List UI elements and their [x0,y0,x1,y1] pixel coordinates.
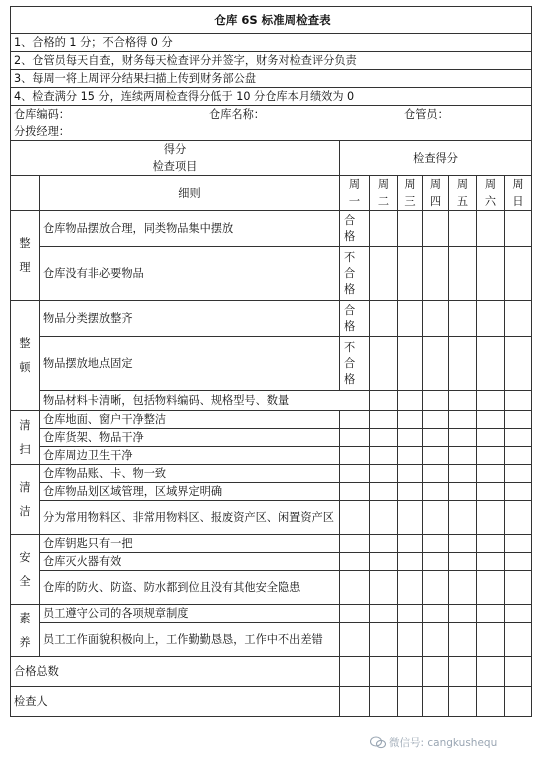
table-row [11,535,532,553]
day-header-sun: 周 日 [505,176,532,211]
detail-header: 细则 [40,176,340,211]
score-cell[interactable] [398,605,423,623]
note-4: 4、检查满分 15 分，连续两周检查得分低于 10 分仓库本月绩效为 0 [11,88,532,106]
total-cell[interactable] [505,657,532,687]
table-row [11,687,532,717]
score-cell[interactable] [370,465,398,483]
score-cell[interactable] [477,447,505,465]
score-cell[interactable] [340,465,370,483]
day-header-sat: 周 六 [477,176,505,211]
category-seiri: 整 理 [11,211,40,301]
manager-row [11,123,532,141]
result-pass: 合 格 [340,211,370,247]
category-seiketsu: 清 洁 [11,465,40,535]
score-cell[interactable] [340,535,370,553]
score-cell[interactable] [370,501,398,535]
table-row [11,429,532,447]
score-cell[interactable] [423,483,449,501]
note-2: 2、仓管员每天自查，财务每天检查评分并签字，财务对检查评分负责 [11,52,532,70]
score-cell[interactable] [370,447,398,465]
score-cell[interactable] [505,429,532,447]
keeper-label: 仓管员： [404,108,449,121]
info-row [11,106,532,124]
check-score-header: 检查得分 [340,141,532,176]
total-cell[interactable] [398,657,423,687]
score-cell[interactable] [449,301,477,337]
score-cell[interactable] [423,211,449,247]
watermark-text: 微信号: cangkushequ [389,737,498,749]
score-cell[interactable] [340,571,370,605]
score-cell[interactable] [505,535,532,553]
score-cell[interactable] [423,247,449,301]
score-cell[interactable] [505,501,532,535]
total-cell[interactable] [477,657,505,687]
total-cell[interactable] [449,657,477,687]
score-cell[interactable] [370,605,398,623]
score-cell[interactable] [340,605,370,623]
score-cell[interactable] [398,623,423,657]
score-cell[interactable] [477,247,505,301]
item-text: 仓库的防火、防盗、防水都到位且没有其他安全隐患 [40,571,340,605]
score-cell[interactable] [398,553,423,571]
score-cell[interactable] [477,605,505,623]
item-text: 仓库钥匙只有一把 [40,535,340,553]
item-text: 员工工作面貌积极向上，工作勤勤恳恳，工作中不出差错 [40,623,340,657]
item-text: 物品分类摆放整齐 [40,301,340,337]
day-header-fri: 周 五 [449,176,477,211]
score-cell[interactable] [370,391,398,411]
score-cell[interactable] [449,535,477,553]
signature-cell[interactable] [449,687,477,717]
signature-cell[interactable] [370,687,398,717]
score-cell[interactable] [423,411,449,429]
score-cell[interactable] [370,211,398,247]
score-cell[interactable] [370,411,398,429]
score-cell[interactable] [423,623,449,657]
score-cell[interactable] [449,247,477,301]
item-text: 物品材料卡清晰，包括物料编码、规格型号、数量 [40,391,370,411]
note-1: 1、合格的 1 分；不合格得 0 分 [11,34,532,52]
item-text: 仓库没有非必要物品 [40,247,340,301]
total-cell[interactable] [423,657,449,687]
score-cell[interactable] [423,571,449,605]
score-cell[interactable] [423,501,449,535]
item-text: 物品摆放地点固定 [40,337,340,391]
note-3: 3、每周一将上周评分结果扫描上传到财务部公盘 [11,70,532,88]
score-cell[interactable] [340,501,370,535]
score-cell[interactable] [423,447,449,465]
wechat-icon [370,736,386,749]
item-text: 分为常用物料区、非常用物料区、报废资产区、闲置资产区 [40,501,340,535]
score-cell[interactable] [423,337,449,391]
score-cell[interactable] [370,553,398,571]
day-header-tue: 周 二 [370,176,398,211]
table-row [11,465,532,483]
score-cell[interactable] [423,429,449,447]
score-cell[interactable] [505,211,532,247]
total-cell[interactable] [340,657,370,687]
score-cell[interactable] [423,553,449,571]
result-pass: 合 格 [340,301,370,337]
score-cell[interactable] [449,501,477,535]
score-cell[interactable] [505,411,532,429]
score-cell[interactable] [449,447,477,465]
score-cell[interactable] [505,447,532,465]
score-cell[interactable] [423,301,449,337]
item-text: 仓库物品摆放合理，同类物品集中摆放 [40,211,340,247]
score-item-header [11,141,340,176]
item-text: 员工遵守公司的各项规章制度 [40,605,340,623]
score-cell[interactable] [370,301,398,337]
score-cell[interactable] [449,483,477,501]
score-cell[interactable] [370,535,398,553]
warehouse-code-label: 仓库编码： [14,108,70,121]
score-cell[interactable] [449,605,477,623]
score-cell[interactable] [340,623,370,657]
score-cell[interactable] [477,501,505,535]
day-header-thu: 周 四 [423,176,449,211]
score-cell[interactable] [505,337,532,391]
score-cell[interactable] [370,337,398,391]
score-cell[interactable] [449,391,477,411]
score-cell[interactable] [370,623,398,657]
item-text: 仓库灭火器有效 [40,553,340,571]
score-cell[interactable] [423,465,449,483]
signature-cell[interactable] [398,687,423,717]
score-cell[interactable] [398,211,423,247]
score-cell[interactable] [477,429,505,447]
score-cell[interactable] [449,429,477,447]
score-cell[interactable] [505,605,532,623]
score-cell[interactable] [340,483,370,501]
table-row [11,411,532,429]
table-row [11,571,532,605]
table-row [11,247,532,301]
category-safety: 安 全 [11,535,40,605]
score-cell[interactable] [477,301,505,337]
signature-cell[interactable] [477,687,505,717]
item-text: 仓库货架、物品干净 [40,429,340,447]
score-cell[interactable] [398,501,423,535]
score-cell[interactable] [449,211,477,247]
score-cell[interactable] [340,447,370,465]
score-cell[interactable] [398,571,423,605]
signature-cell[interactable] [340,687,370,717]
score-cell[interactable] [398,391,423,411]
category-seiso: 清 扫 [11,411,40,465]
inspection-sheet [10,6,531,717]
table-row [11,657,532,687]
score-cell[interactable] [398,535,423,553]
score-cell[interactable] [398,337,423,391]
score-cell[interactable] [449,337,477,391]
check-item-label: 检查项目 [152,160,198,173]
score-cell[interactable] [477,535,505,553]
score-cell[interactable] [477,211,505,247]
item-text: 仓库周边卫生干净 [40,447,340,465]
score-cell[interactable] [423,391,449,411]
score-cell[interactable] [477,411,505,429]
warehouse-name-label: 仓库名称： [209,108,265,121]
score-cell[interactable] [505,247,532,301]
wechat-watermark [370,735,497,750]
score-cell[interactable] [505,483,532,501]
score-cell[interactable] [505,623,532,657]
table-row [11,483,532,501]
score-cell[interactable] [505,391,532,411]
score-cell[interactable] [449,623,477,657]
score-cell[interactable] [340,411,370,429]
category-shitsuke: 素 养 [11,605,40,657]
score-cell[interactable] [505,571,532,605]
score-cell[interactable] [370,429,398,447]
score-cell[interactable] [340,553,370,571]
score-cell[interactable] [398,465,423,483]
score-cell[interactable] [398,247,423,301]
score-cell[interactable] [370,247,398,301]
score-cell[interactable] [449,553,477,571]
score-cell[interactable] [398,483,423,501]
score-cell[interactable] [449,465,477,483]
table-row [11,605,532,623]
score-cell[interactable] [398,447,423,465]
score-cell[interactable] [449,411,477,429]
score-cell[interactable] [398,429,423,447]
score-cell[interactable] [423,535,449,553]
table-row [11,211,532,247]
total-cell[interactable] [370,657,398,687]
score-cell[interactable] [370,571,398,605]
item-text: 仓库地面、窗户干净整洁 [40,411,340,429]
inspector-label: 检查人 [11,687,340,717]
item-text: 仓库物品账、卡、物一致 [40,465,340,483]
score-cell[interactable] [477,571,505,605]
table-row [11,301,532,337]
table-row [11,447,532,465]
day-header-wed: 周 三 [398,176,423,211]
score-label: 得分 [163,143,187,156]
table-row [11,553,532,571]
score-cell[interactable] [505,301,532,337]
signature-cell[interactable] [505,687,532,717]
score-cell[interactable] [423,605,449,623]
score-cell[interactable] [505,553,532,571]
blank-header-cell [11,176,40,211]
day-header-mon: 周 一 [340,176,370,211]
table-row [11,623,532,657]
score-cell[interactable] [370,483,398,501]
inspection-table [10,6,532,717]
table-row [11,391,532,411]
table-title: 仓库 6S 标准周检查表 [11,7,532,34]
item-text: 仓库物品划区域管理，区域界定明确 [40,483,340,501]
score-cell[interactable] [477,391,505,411]
score-cell[interactable] [477,337,505,391]
score-cell[interactable] [340,429,370,447]
result-fail: 不 合 格 [340,247,370,301]
result-fail: 不 合 格 [340,337,370,391]
score-cell[interactable] [398,411,423,429]
score-cell[interactable] [477,623,505,657]
score-cell[interactable] [398,301,423,337]
score-cell[interactable] [505,465,532,483]
table-row [11,337,532,391]
table-row [11,501,532,535]
manager-label: 分拨经理： [14,125,70,138]
category-seiton: 整 顿 [11,301,40,411]
score-cell[interactable] [449,571,477,605]
signature-cell[interactable] [423,687,449,717]
score-cell[interactable] [477,465,505,483]
score-cell[interactable] [477,553,505,571]
score-cell[interactable] [477,483,505,501]
total-label: 合格总数 [11,657,340,687]
